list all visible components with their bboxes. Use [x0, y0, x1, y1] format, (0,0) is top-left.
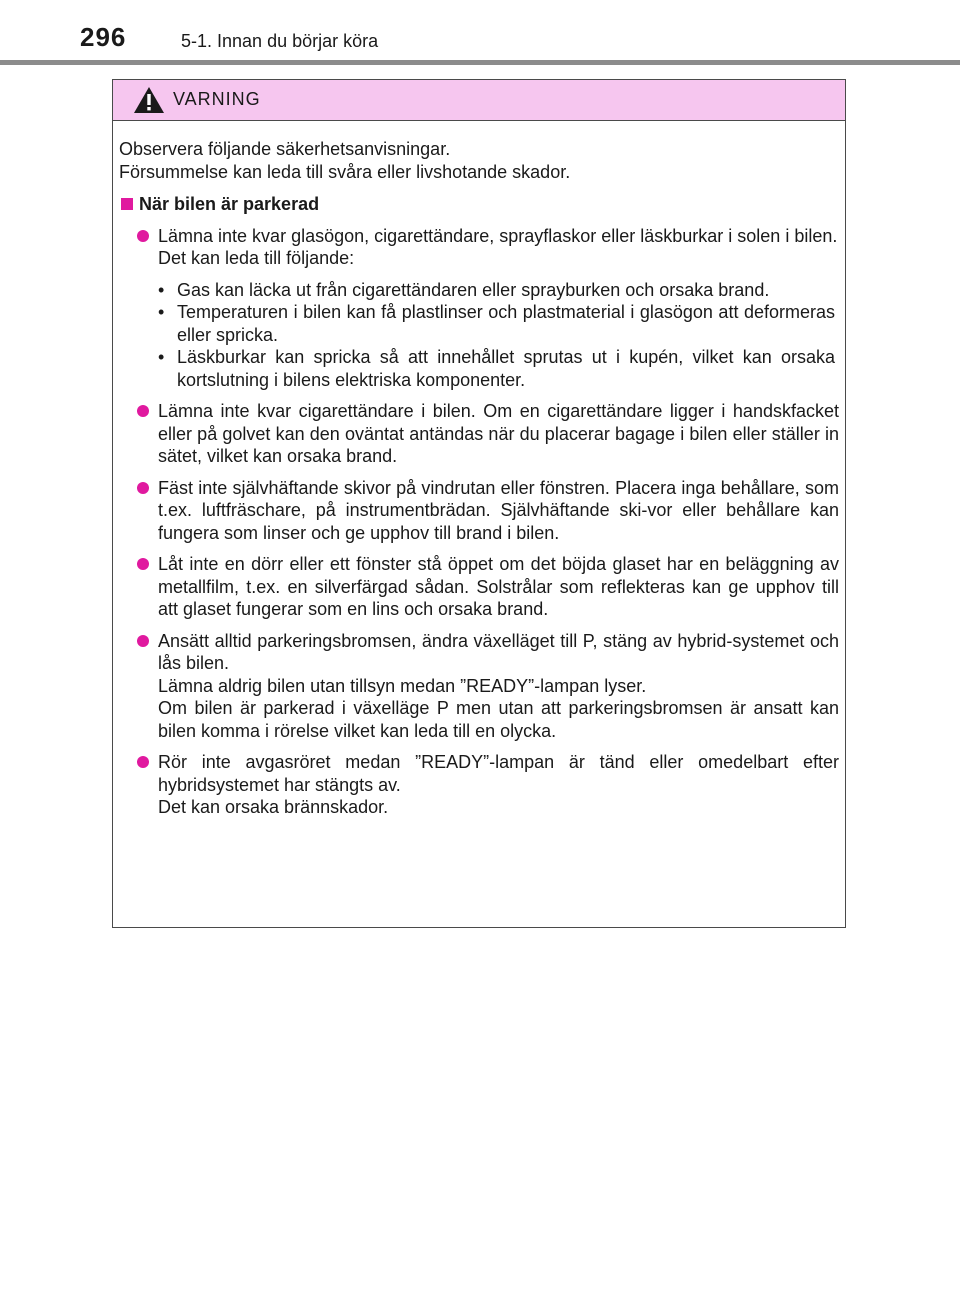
list-item [119, 630, 839, 743]
warning-label: VARNING [173, 89, 261, 109]
item-text: Ansätt alltid parkeringsbromsen, ändra växelläget till P, stäng av hybrid-systemet och lås bilen. [158, 630, 839, 673]
round-bullet-icon [137, 756, 149, 768]
list-item [119, 225, 839, 392]
warning-header [113, 80, 845, 121]
item-text: Lämna inte kvar cigarettändare i bilen. Om en cigarettändare ligger i handskfacket eller på golvet kan den oväntat antändas när du placerar bagage i bilen eller ställer in sätet, vilket kan orsaka brand. [158, 401, 839, 466]
list-item [119, 553, 839, 621]
page-header [0, 0, 960, 70]
intro-line: Försummelse kan leda till svåra eller livshotande skador. [119, 161, 571, 182]
section-heading [119, 193, 839, 216]
section-heading-text: När bilen är parkerad [139, 194, 320, 214]
sub-list-item: • Temperaturen i bilen kan få plastlinser och plastmaterial i glasögon att deformeras eller spricka. [158, 302, 835, 345]
round-bullet-icon [137, 230, 149, 242]
item-text: Fäst inte självhäftande skivor på vindrutan eller fönstren. Placera inga behållare, som t.ex. luftfräschare, på instrumentbrädan. Självhäftande ski-vor eller behållare kan fungera som linser och ge upphov till brand i bilen. [158, 477, 839, 543]
list-item [119, 751, 839, 819]
item-text: Om bilen är parkerad i växelläge P men utan att parkeringsbromsen är ansatt kan bilen komma i rörelse vilket kan leda till en olycka. [158, 698, 839, 741]
page-number: 296 [80, 22, 127, 52]
warning-content [119, 138, 839, 819]
square-bullet-icon [121, 198, 133, 210]
warning-intro [119, 138, 839, 183]
round-bullet-icon [137, 558, 149, 570]
sub-item-text: Temperaturen i bilen kan få plastlinser och plastmaterial i glasögon att deformeras eller spricka. [177, 302, 835, 345]
round-bullet-icon [137, 635, 149, 647]
item-text: Lämna inte kvar glasögon, cigarettändare, sprayflaskor eller läskburkar i solen i bilen. [158, 225, 838, 246]
warning-triangle-icon [133, 86, 165, 114]
sub-item-text: Läskburkar kan spricka så att innehållet sprutas ut i kupén, vilket kan orsaka kortslutning i bilens elektriska komponenter. [177, 347, 835, 390]
item-text: Låt inte en dörr eller ett fönster stå öppet om det böjda glaset har en beläggning av metallfilm, t.ex. en silverfärgad sådan. Solstrålar som reflekteras kan ge upphov till att glaset fungerar som en lins och orsaka brand. [158, 554, 839, 619]
item-text: Det kan orsaka brännskador. [158, 797, 389, 817]
round-bullet-icon [137, 482, 149, 494]
round-bullet-icon [137, 405, 149, 417]
intro-line: Observera följande säkerhetsanvisningar. [119, 139, 451, 159]
header-rule [0, 60, 960, 65]
sub-list-item: • Läskburkar kan spricka så att innehållet sprutas ut i kupén, vilket kan orsaka kortslutning i bilens elektriska komponenter. [158, 347, 835, 390]
item-text: Rör inte avgasröret medan ”READY”-lampan är tänd eller omedelbart efter hybridsystemet har stängts av. [158, 752, 839, 795]
item-text: Lämna aldrig bilen utan tillsyn medan ”READY”-lampan lyser. [158, 675, 647, 696]
item-text: Det kan leda till följande: [158, 248, 355, 268]
warning-box [112, 79, 846, 928]
sub-list-item: • Gas kan läcka ut från cigarettändaren eller sprayburken och orsaka brand. [158, 279, 770, 300]
sub-item-text: Gas kan läcka ut från cigarettändaren eller sprayburken och orsaka brand. [177, 279, 770, 300]
list-item [119, 400, 839, 468]
sub-list [158, 279, 839, 392]
section-title: 5-1. Innan du börjar köra [181, 31, 379, 51]
list-item [119, 477, 839, 545]
